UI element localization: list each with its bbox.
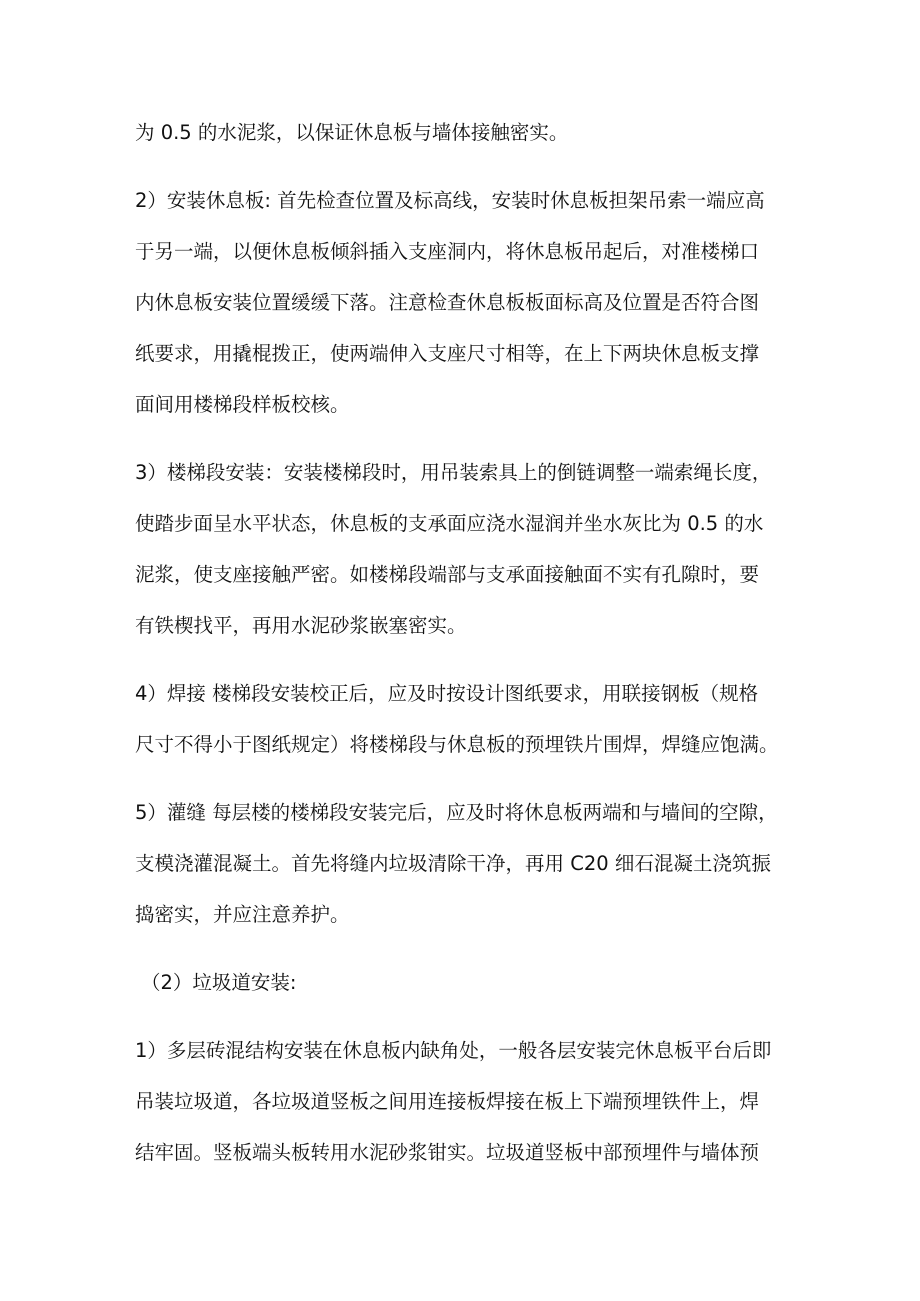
text-line-17: 1）多层砖混结构安装在休息板内缺角处，一般各层安装完休息板平台后即 <box>135 1039 772 1062</box>
text-line-7: 3）楼梯段安装：安装楼梯段时，用吊装索具上的倒链调整一端索绳长度， <box>135 461 772 484</box>
text-line-9: 泥浆，使支座接触严密。如楼梯段端部与支承面接触面不实有孔隙时，要 <box>135 563 760 586</box>
text-line-11: 4）焊接 楼梯段安装校正后，应及时按设计图纸要求，用联接钢板（规格 <box>135 682 759 705</box>
text-line-13: 5）灌缝 每层楼的楼梯段安装完后，应及时将休息板两端和与墙间的空隙， <box>135 801 778 824</box>
text-line-18: 吊装垃圾道，各垃圾道竖板之间用连接板焊接在板上下端预埋铁件上，焊 <box>135 1090 760 1113</box>
section-heading: （2）垃圾道安装: <box>141 971 297 994</box>
text-line-2: 2）安装休息板: 首先检查位置及标高线，安装时休息板担架吊索一端应高 <box>135 189 765 212</box>
text-line-6: 面间用楼梯段样板校核。 <box>135 393 350 416</box>
text-line-4: 内休息板安装位置缓缓下落。注意检查休息板板面标高及位置是否符合图 <box>135 291 760 314</box>
text-line-12: 尺寸不得小于图纸规定）将楼梯段与休息板的预埋铁片围焊，焊缝应饱满。 <box>135 733 779 756</box>
text-line-5: 纸要求，用撬棍拨正，使两端伸入支座尺寸相等，在上下两块休息板支撑 <box>135 342 760 365</box>
text-line-19: 结牢固。竖板端头板转用水泥砂浆钳实。垃圾道竖板中部预埋件与墙体预 <box>135 1141 760 1164</box>
text-line-10: 有铁楔找平，再用水泥砂浆嵌塞密实。 <box>135 614 467 637</box>
text-line-14: 支模浇灌混凝土。首先将缝内垃圾清除干净，再用 C20 细石混凝土浇筑振 <box>135 852 771 875</box>
text-line-15: 捣密实，并应注意养护。 <box>135 903 350 926</box>
text-line-1: 为 0.5 的水泥浆，以保证休息板与墙体接触密实。 <box>135 121 569 144</box>
text-line-3: 于另一端，以便休息板倾斜插入支座洞内，将休息板吊起后，对准楼梯口 <box>135 240 760 263</box>
text-line-8: 使踏步面呈水平状态，休息板的支承面应浇水湿润并坐水灰比为 0.5 的水 <box>135 512 764 535</box>
